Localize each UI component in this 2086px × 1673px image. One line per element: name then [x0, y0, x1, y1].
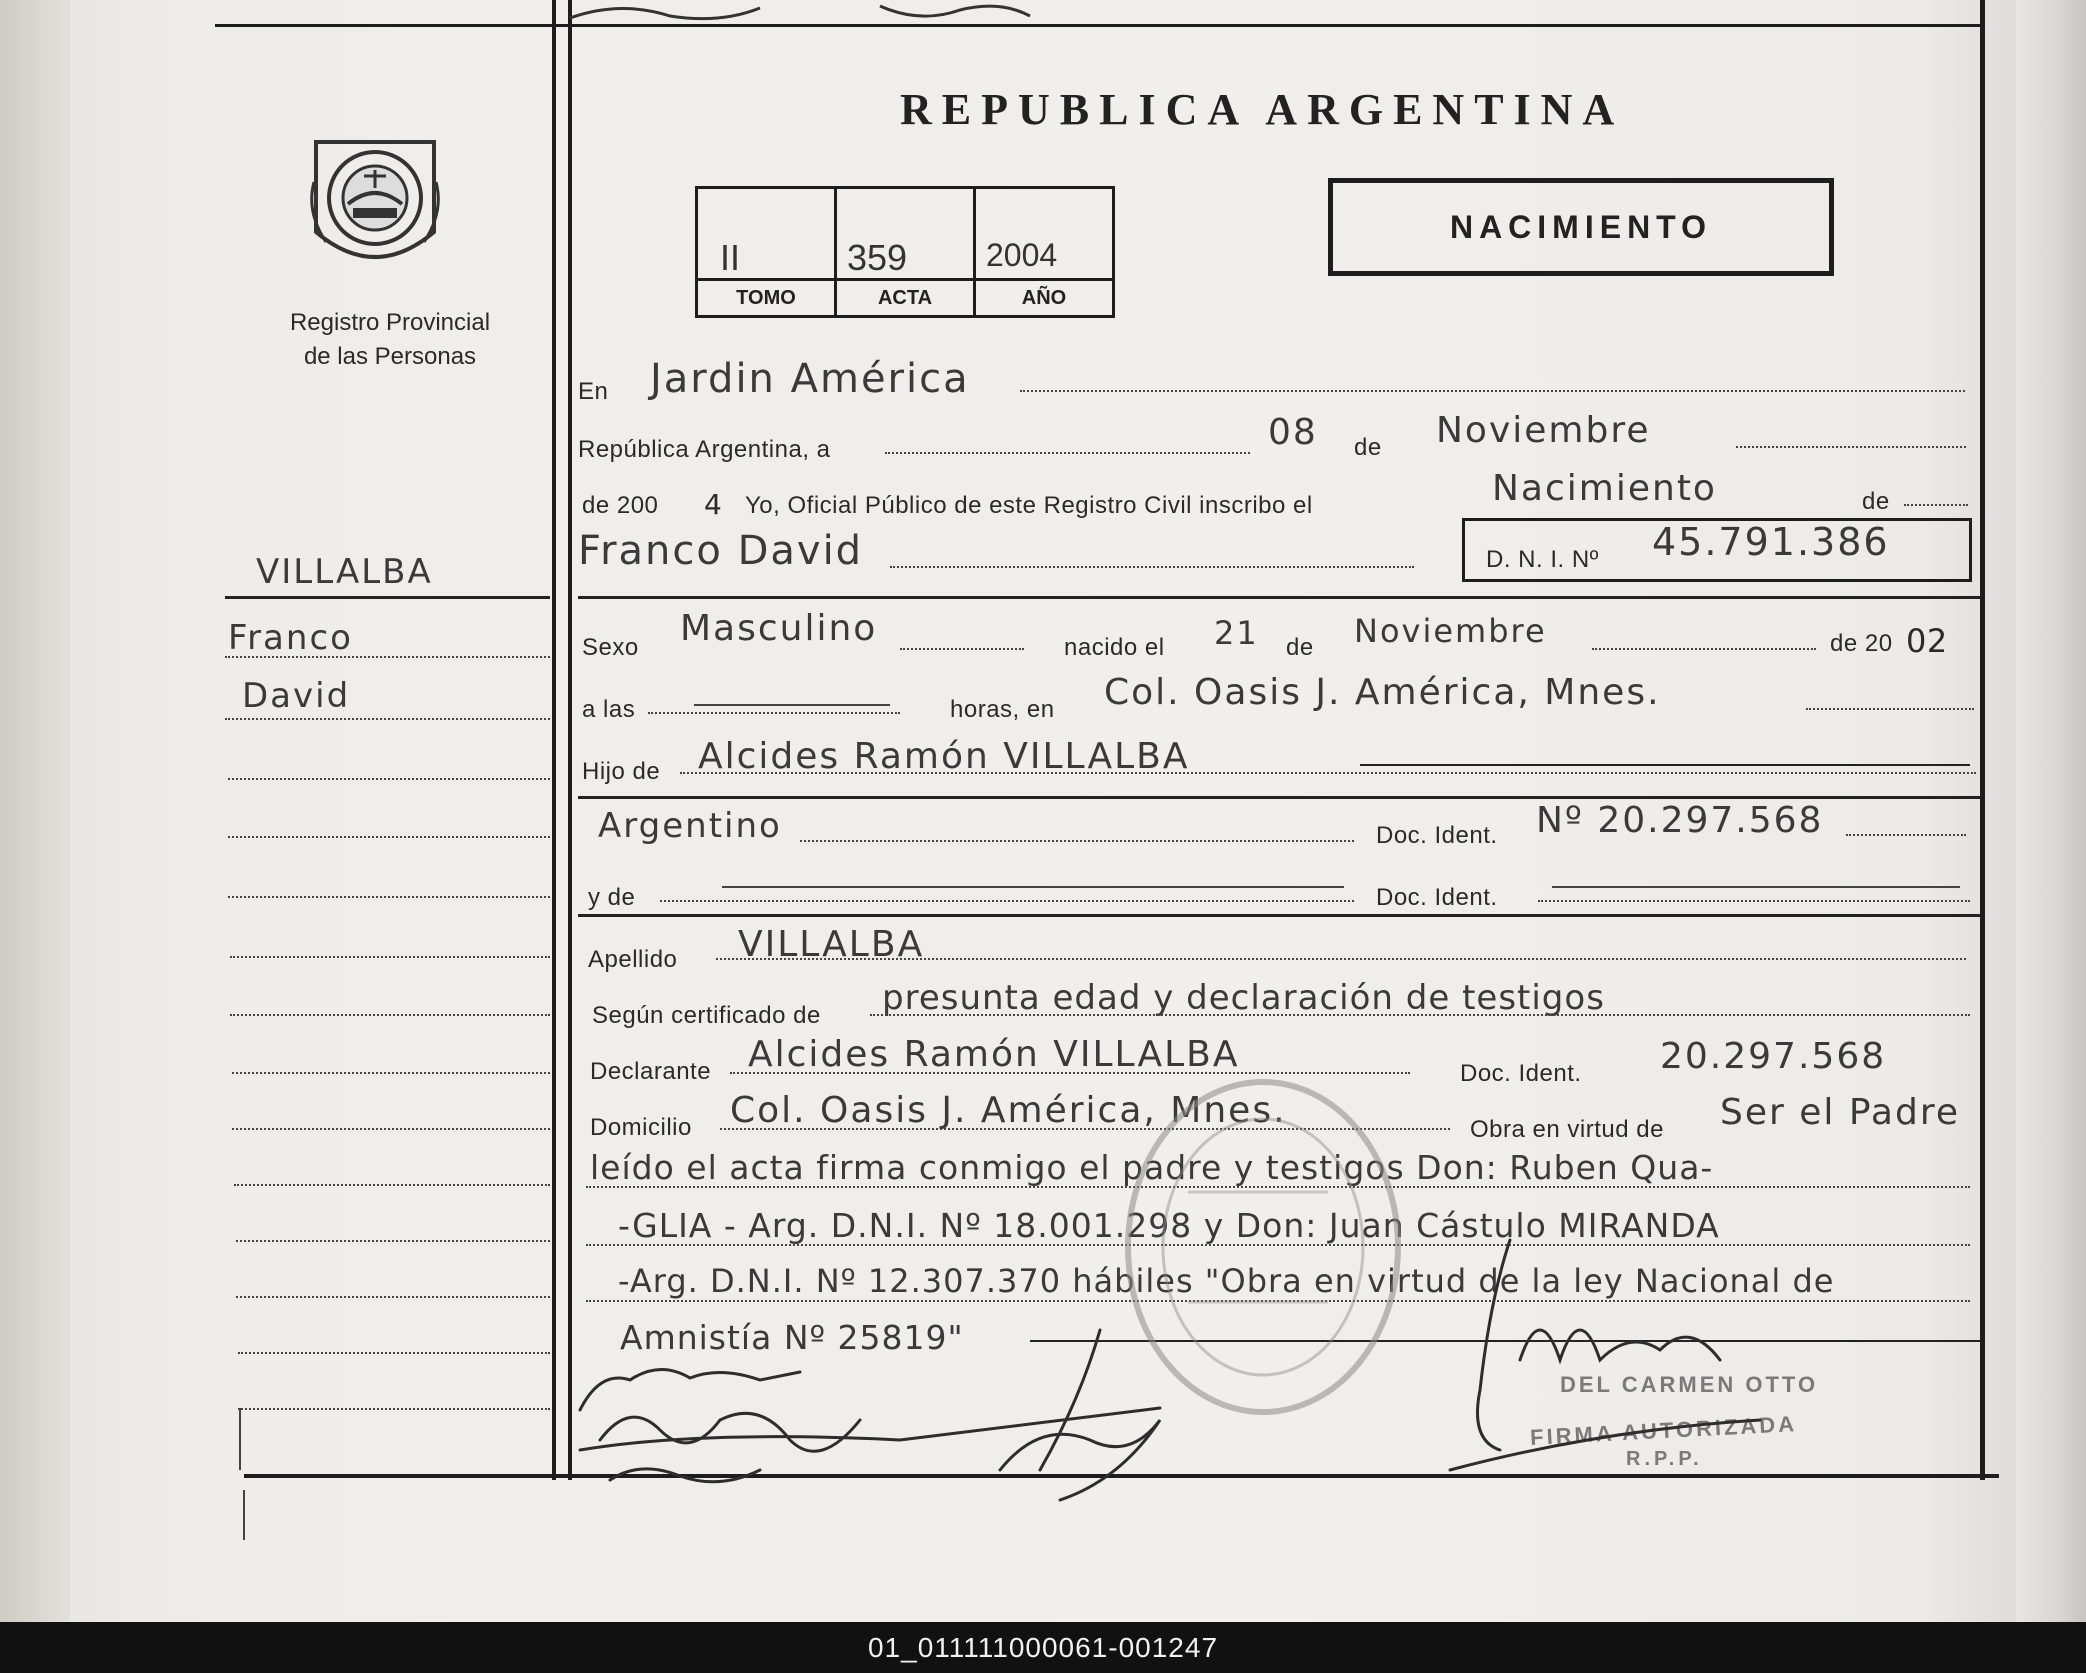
- misiones-seal-icon: [306, 122, 444, 276]
- tomo-value: II: [720, 237, 741, 278]
- notes-line-4: Amnistía Nº 25819": [620, 1318, 964, 1357]
- notes-line-2: -GLIA - Arg. D.N.I. Nº 18.001.298 y Don: Juan Cástulo MIRANDA: [618, 1206, 1720, 1245]
- en-rule: [1020, 390, 1965, 392]
- margin-rule-15: [238, 1408, 550, 1410]
- apellido-rule: [716, 958, 1966, 960]
- segun-value: presunta edad y declaración de testigos: [882, 978, 1605, 1018]
- registry-line-1: Registro Provincial: [289, 309, 491, 336]
- de-rule-2: [1904, 504, 1968, 506]
- dni-value: 45.791.386: [1652, 520, 1890, 564]
- birth-place-rule: [1806, 708, 1974, 710]
- dni-label: D. N. I. Nº: [1486, 546, 1599, 573]
- father-doc-rule: [1846, 834, 1966, 836]
- birth-month-rule: [1592, 648, 1816, 650]
- section-rule-2: [578, 796, 1980, 799]
- inscribo-value: Nacimiento: [1492, 468, 1717, 509]
- sexo-rule: [900, 648, 1024, 650]
- en-label: En: [578, 378, 609, 405]
- yde-dash: [722, 886, 1344, 888]
- file-id-footer: 01_011111000061-001247: [0, 1622, 2086, 1673]
- stamp-line-1: DEL CARMEN OTTO: [1560, 1372, 1819, 1397]
- margin-rule-6: [228, 896, 550, 898]
- father-doc-value: Nº 20.297.568: [1536, 800, 1824, 841]
- month-value: Noviembre: [1436, 410, 1651, 451]
- margin-second-name: David: [242, 676, 351, 716]
- section-rule-1: [578, 596, 1980, 599]
- notes-line-1: leído el acta firma conmigo el padre y testigos Don: Ruben Qua-: [590, 1148, 1714, 1187]
- month-rule: [1736, 446, 1966, 448]
- republica-label: República Argentina, a: [578, 436, 831, 463]
- domicilio-value: Col. Oasis J. América, Mnes.: [730, 1090, 1287, 1131]
- record-type-box: [1328, 178, 1834, 276]
- registry-line-2: de las Personas: [303, 343, 477, 370]
- margin-rule-2: [225, 656, 550, 658]
- anio-label: AÑO: [976, 278, 1112, 315]
- birth-day-value: 21: [1214, 614, 1259, 652]
- anio-value: 2004: [986, 237, 1058, 273]
- acta-cell: [837, 189, 976, 315]
- republica-rule: [885, 452, 1250, 454]
- section-rule-3: [578, 914, 1980, 917]
- page-stack-right-edge: [2016, 0, 2086, 1622]
- margin-rule-1: [225, 596, 550, 599]
- margin-rule-14: [238, 1352, 550, 1354]
- father-name-value: Alcides Ramón VILLALBA: [698, 736, 1190, 777]
- registry-name: [250, 306, 530, 374]
- segun-label: Según certificado de: [592, 1002, 821, 1029]
- nacido-label: nacido el: [1064, 634, 1165, 661]
- alas-label: a las: [582, 696, 636, 723]
- birth-month-value: Noviembre: [1354, 612, 1547, 650]
- year-prefix: de 200: [582, 492, 659, 519]
- margin-rule-10: [232, 1128, 550, 1130]
- birth-year-prefix: de 20: [1830, 630, 1893, 657]
- form-left-border: [568, 0, 572, 1480]
- de-label-1: de: [1354, 434, 1382, 461]
- record-type: NACIMIENTO: [1449, 208, 1713, 245]
- notes-line-3: -Arg. D.N.I. Nº 12.307.370 hábiles "Obra en virtud de la ley Nacional de: [618, 1262, 1835, 1300]
- obra-label: Obra en virtud de: [1470, 1116, 1664, 1143]
- alas-rule: [648, 712, 900, 714]
- margin-rule-11: [234, 1184, 550, 1186]
- birth-place-value: Col. Oasis J. América, Mnes.: [1104, 672, 1661, 713]
- child-name-value: Franco David: [578, 528, 864, 574]
- page-stack-left-edge: [0, 0, 70, 1622]
- official-round-stamp-icon: [1118, 1072, 1408, 1422]
- yo-oficial-text: Yo, Oficial Público de este Registro Civil inscribo el: [745, 492, 1313, 519]
- margin-rule-3: [225, 718, 550, 720]
- margin-rule-9: [232, 1072, 550, 1074]
- segun-rule: [870, 1014, 1970, 1016]
- day-value: 08: [1268, 412, 1318, 453]
- acta-label: ACTA: [837, 278, 973, 315]
- margin-rule-5: [228, 836, 550, 838]
- declarante-doc-value: 20.297.568: [1660, 1036, 1887, 1077]
- yde-rule: [660, 900, 1354, 902]
- declarante-label: Declarante: [590, 1058, 712, 1085]
- tomo-label: TOMO: [698, 278, 834, 315]
- mother-doc-dash: [1552, 886, 1960, 888]
- sexo-value: Masculino: [680, 608, 878, 649]
- mother-doc-rule: [1538, 900, 1970, 902]
- apellido-value: VILLALBA: [738, 924, 925, 965]
- stamp-line-3: R.P.P.: [1626, 1448, 1703, 1470]
- de-label-2: de: [1862, 488, 1890, 515]
- birth-year-value: 02: [1906, 622, 1948, 660]
- form-bottom-border: [244, 1474, 1999, 1478]
- nationality-rule: [800, 840, 1354, 842]
- hijo-underline: [1360, 764, 1970, 766]
- horas-label: horas, en: [950, 696, 1055, 723]
- de-label-3: de: [1286, 634, 1314, 661]
- margin-rule-4: [228, 778, 550, 780]
- country-title: REPUBLICA ARGENTINA: [900, 85, 1625, 134]
- stamp-line-2: FIRMA AUTORIZADA: [1529, 1411, 1798, 1450]
- margin-surname: VILLALBA: [256, 552, 433, 592]
- doc-ident-label-1: Doc. Ident.: [1376, 822, 1498, 849]
- margin-rule-7: [230, 956, 550, 958]
- previous-record-signature-icon: [560, 0, 1080, 24]
- form-right-border: [1980, 0, 1985, 1480]
- hijo-label: Hijo de: [582, 758, 661, 785]
- apellido-label: Apellido: [588, 946, 678, 973]
- margin-divider: [552, 0, 556, 1480]
- doc-ident-label-2: Doc. Ident.: [1376, 884, 1498, 911]
- father-nationality-value: Argentino: [598, 806, 782, 846]
- margin-rule-12: [236, 1240, 550, 1242]
- anio-cell: [976, 189, 1112, 315]
- place-value: Jardin América: [650, 356, 970, 402]
- yde-label: y de: [588, 884, 636, 911]
- margin-rule-8: [230, 1014, 550, 1016]
- name-rule: [890, 566, 1414, 568]
- tomo-cell: [698, 189, 837, 315]
- declarante-value: Alcides Ramón VILLALBA: [748, 1034, 1240, 1075]
- margin-first-name: Franco: [228, 618, 353, 658]
- margin-rule-13: [236, 1296, 550, 1298]
- alas-dash: [694, 704, 890, 706]
- sexo-label: Sexo: [582, 634, 639, 661]
- record-reference-box: [695, 186, 1115, 318]
- hijo-rule: [680, 772, 1976, 774]
- top-rule: [215, 24, 1980, 27]
- year-value: 4: [704, 488, 723, 521]
- acta-value: 359: [847, 237, 908, 278]
- domicilio-label: Domicilio: [590, 1114, 692, 1141]
- obra-value: Ser el Padre: [1720, 1092, 1960, 1133]
- doc-ident-label-3: Doc. Ident.: [1460, 1060, 1582, 1087]
